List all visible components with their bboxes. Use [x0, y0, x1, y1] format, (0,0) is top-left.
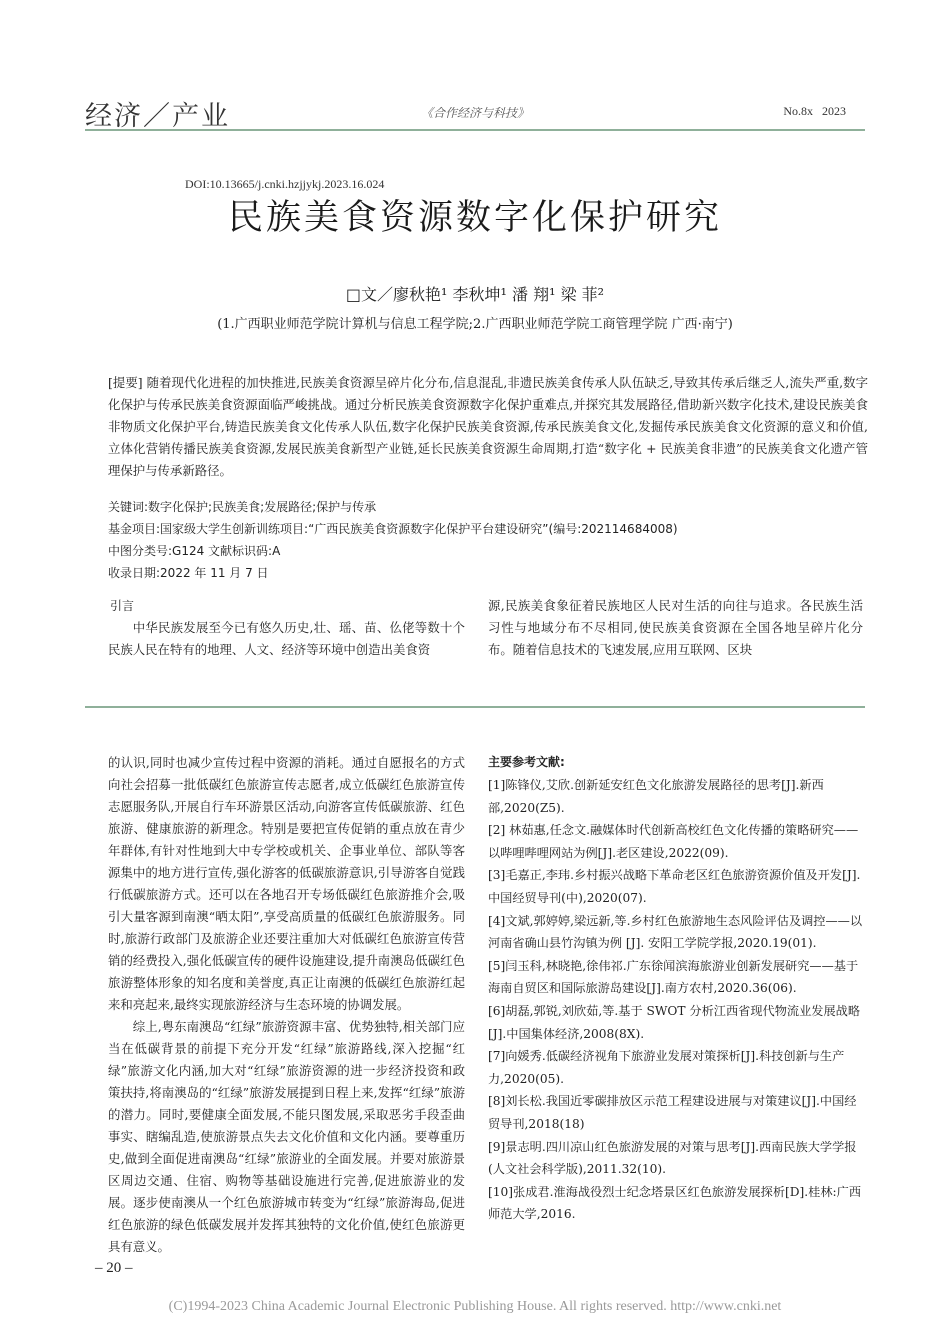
section-divider	[85, 706, 865, 708]
affiliation: (1.广西职业师范学院计算机与信息工程学院;2.广西职业师范学院工商管理学院 广西·南宁)	[217, 317, 733, 332]
body-left-column	[108, 752, 465, 1258]
reference-item: [9]景志明.四川凉山红色旅游发展的对策与思考[J].西南民族大学学报(人文社会科学版),2011.32(10).	[488, 1139, 857, 1177]
body-paragraph-1: 的认识,同时也减少宣传过程中资源的消耗。通过自愿报名的方式向社会招募一批低碳红色旅游宣传志愿者,成立低碳红色旅游宣传志愿服务队,开展自行车环游景区活动,向游客宣传低碳旅游、红色旅游、健康旅游的新理念。特别是要把宣传促销的重点放在青少年群体,有针对性地到大中专学校或机关、企事业单位、部队等客源集中的地方进行宣传,强化游客的低碳旅游意识,引导游客自觉践行低碳旅游方式。还可以在各地召开专场低碳红色旅游推介会,吸引大量客源到南澳“晒太阳”,享受高质量的低碳红色旅游服务。同时,旅游行政部门及旅游企业还要注重加大对低碳红色旅游宣传营销的经费投入,强化低碳宣传的硬件设施建设,提升南澳岛低碳红色旅游整体形象的知名度和美誉度,真正让南澳的低碳红色旅游红起来和亮起来,最终实现旅游经济与生态环境的协调发展。	[108, 755, 465, 1012]
page-number: – 20 –	[95, 1260, 133, 1276]
intro-left-text	[108, 617, 465, 661]
copyright-footer: (C)1994-2023 China Academic Journal Electronic Publishing House. All rights reserved. http://www.cnki.net	[168, 1299, 782, 1314]
issue-number: No.8x 2023	[783, 104, 846, 118]
header-rule	[85, 129, 865, 131]
reference-item: [7]向媛秀.低碳经济视角下旅游业发展对策探析[J].科技创新与生产力,2020(05).	[488, 1049, 845, 1086]
reference-item: [6]胡磊,郭锐,刘欣茹,等.基于 SWOT 分析江西省现代物流业发展战略[J].中国集体经济,2008(8X).	[488, 1003, 861, 1041]
reference-item: [3]毛嘉正,李玮.乡村振兴战略下革命老区红色旅游资源价值及开发[J].中国经贸导刊(中),2020(07).	[488, 868, 861, 905]
section-title: 经济／产业	[85, 101, 230, 132]
reference-item: [2] 林茹惠,任念文.融媒体时代创新高校红色文化传播的策略研究——以哔哩哔哩网站为例[J].老区建设,2022(09).	[488, 823, 859, 860]
reference-item: [5]闫玉科,林晓艳,徐伟祁.广东徐闻滨海旅游业创新发展研究——基于海南自贸区和国际旅游岛建设[J].南方农村,2020.36(06).	[488, 958, 859, 996]
keywords: 关键词:数字化保护;民族美食;发展路径;保护与传承	[108, 500, 377, 514]
abstract: [提要] 随着现代化进程的加快推进,民族美食资源呈碎片化分布,信息混乱,非遗民族美食传承人队伍缺乏,导致其传承后继乏人,流失严重,数字化保护与传承民族美食资源面临严峻挑战。通过分析民族美食资源数字化保护重难点,并探究其发展路径,借助新兴数字化技术,建设民族美食非物质文化保护平台,铸造民族美食文化传承人队伍,数字化保护民族美食资源,传承民族美食文化,发掘传承民族美食文化资源的意义和价值,立体化营销传播民族美食资源,发展民族美食新型产业链,延长民族美食资源生命周期,打造“数字化 + 民族美食非遗”的民族美食文化遗产管理保护与传承新路径。	[108, 375, 868, 478]
doi: DOI:10.13665/j.cnki.hzjjykj.2023.16.024	[185, 177, 385, 191]
reference-item: [4]文斌,郭婷婷,梁远新,等.乡村红色旅游地生态风险评估及调控——以河南省确山县竹沟镇为例 [J]. 安阳工学院学报,2020.19(01).	[488, 913, 863, 951]
reference-item: [10]张成君.淮海战役烈士纪念塔景区红色旅游发展探析[D].桂林:广西师范大学,2016.	[488, 1184, 862, 1222]
reference-item: [8]刘长松.我国近零碳排放区示范工程建设进展与对策建议[J].中国经贸导刊,2018(18)	[488, 1094, 857, 1131]
received-date: 收录日期:2022 年 11 月 7 日	[108, 566, 269, 580]
references-list	[488, 774, 868, 1226]
references-heading: 主要参考文献:	[488, 755, 565, 769]
intro-heading: 引言	[110, 599, 135, 613]
article-title: 民族美食资源数字化保护研究	[227, 198, 722, 238]
intro-paragraph: 中华民族发展至今已有悠久历史,壮、瑶、苗、仫佬等数十个民族人民在特有的地理、人文、经济等环境中创造出美食资	[108, 620, 465, 657]
classification: 中图分类号:G124 文献标识码:A	[108, 544, 281, 558]
reference-item: [1]陈锋仪,艾欣.创新延安红色文化旅游发展路径的思考[J].新西部,2020(Z5).	[488, 778, 824, 815]
fund-info: 基金项目:国家级大学生创新训练项目:“广西民族美食资源数字化保护平台建设研究”(编号:202114684008)	[108, 522, 678, 536]
body-paragraph-2: 综上,粤东南澳岛“红绿”旅游资源丰富、优势独特,相关部门应当在低碳背景的前提下充分开发“红绿”旅游路线,深入挖掘“红绿”旅游文化内涵,加大对“红绿”旅游资源的进一步经济投资和政策扶持,将南澳岛的“红绿”旅游发展提到日程上来,发挥“红绿”旅游的潜力。同时,要健康全面发展,不能只图发展,采取恶劣手段歪曲事实、瞎编乱造,使旅游景点失去文化价值和文化内涵。要尊重历史,做到全面促进南澳岛“红绿”旅游业的全面发展。并要对旅游景区周边交通、住宿、购物等基础设施进行完善,促进旅游业的发展。逐步使南澳从一个红色旅游城市转变为“红绿”旅游海岛,促进红色旅游的绿色低碳发展并发挥其独特的文化价值,使红色旅游更具有意义。	[108, 1019, 465, 1254]
intro-right-text: 源,民族美食象征着民族地区人民对生活的向往与追求。各民族生活习性与地域分布不尽相同,使民族美食资源在全国各地呈碎片化分布。随着信息技术的飞速发展,应用互联网、区块	[488, 598, 863, 657]
journal-name: 《合作经济与科技》	[420, 106, 529, 120]
authors: □文／廖秋艳¹ 李秋坤¹ 潘 翔¹ 梁 菲²	[345, 285, 605, 304]
